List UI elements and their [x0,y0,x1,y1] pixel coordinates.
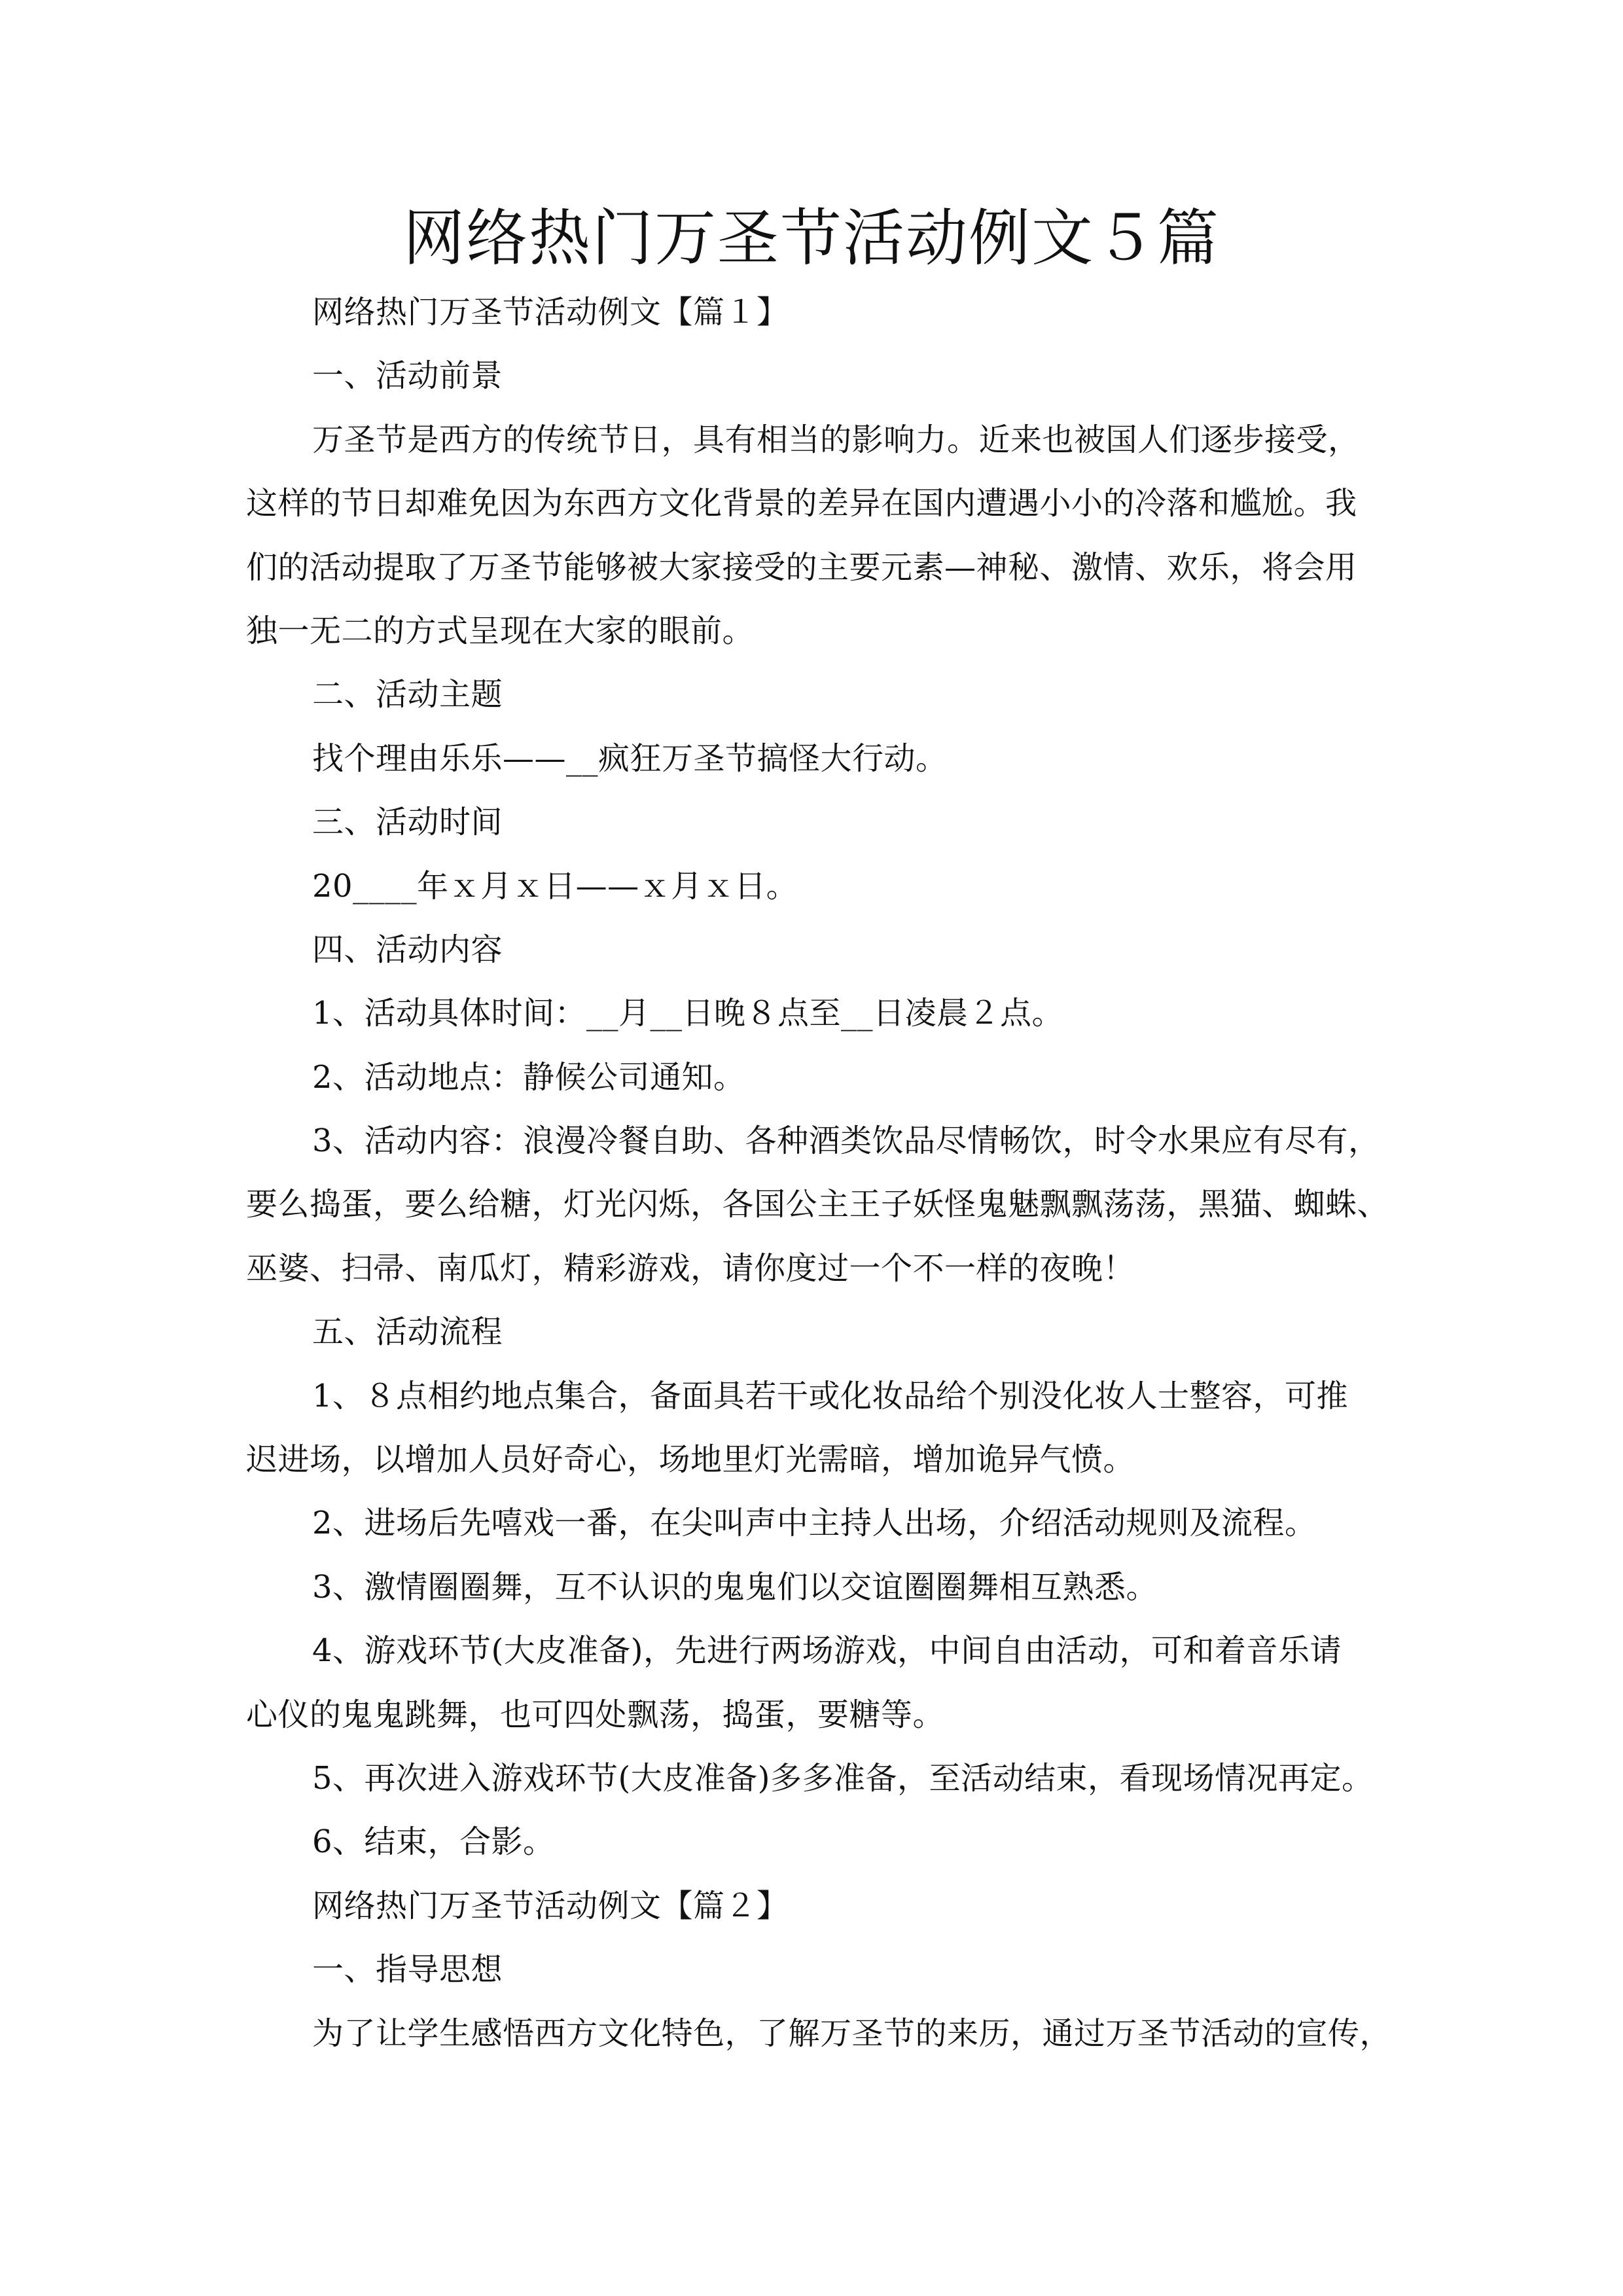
text-line: 迟进场，以增加人员好奇心，场地里灯光需暗，增加诡异气愤。 [246,1441,1135,1479]
text-line: 四、活动内容 [312,931,503,968]
paragraph [246,791,1398,854]
paragraph [246,1938,1398,2001]
text-line: 心仪的鬼鬼跳舞，也可四处飘荡，捣蛋，要糖等。 [246,1696,945,1733]
text-line: 五、活动流程 [312,1314,503,1351]
text-line: 2、进场后先嘻戏一番，在尖叫声中主持人出场，介绍活动规则及流程。 [312,1505,1317,1542]
paragraph [246,344,1398,408]
text-line: 一、活动前景 [312,357,503,395]
text-line: 为了让学生感悟西方文化特色，了解万圣节的来历，通过万圣节活动的宣传， [312,2015,1392,2052]
text-line: 网络热门万圣节活动例文【篇１】 [312,294,789,331]
paragraph [246,663,1398,726]
document-title: 网络热门万圣节活动例文５篇 [402,203,1220,274]
text-line: 二、活动主题 [312,676,503,713]
paragraph [246,1046,1398,1109]
text-line: 巫婆、扫帚、南瓜灯，精彩游戏，请你度过一个不一样的夜晚！ [246,1249,1135,1287]
paragraph [246,1556,1398,1619]
paragraph [246,1109,1398,1300]
paragraph [246,1365,1398,1492]
text-line: 4、游戏环节(大皮准备)，先进行两场游戏，中间自由活动，可和着音乐请 [312,1632,1342,1670]
text-line: 万圣节是西方的传统节日，具有相当的影响力。近来也被国人们逐步接受， [312,421,1360,458]
paragraph [246,1747,1398,1810]
text-line: 找个理由乐乐——__疯狂万圣节搞怪大行动。 [312,740,948,777]
text-line: 6、结束，合影。 [312,1823,555,1861]
text-line: 要么捣蛋，要么给糖，灯光闪烁，各国公主王子妖怪鬼魅飘飘荡荡，黑猫、蜘蛛、 [246,1186,1389,1223]
document-body [246,281,1398,2066]
text-line: 一、指导思想 [312,1951,503,1988]
text-line: 网络热门万圣节活动例文【篇２】 [312,1887,789,1924]
text-line: 1、活动具体时间：__月__日晚８点至__日凌晨２点。 [312,995,1064,1032]
paragraph [246,2002,1398,2066]
paragraph [246,1300,1398,1364]
text-line: 20____年ｘ月ｘ日——ｘ月ｘ日。 [312,867,798,905]
paragraph [246,1810,1398,1874]
text-line: 5、再次进入游戏环节(大皮准备)多多准备，至活动结束，看现场情况再定。 [312,1759,1374,1797]
paragraph [246,918,1398,982]
paragraph [246,408,1398,664]
text-line: 独一无二的方式呈现在大家的眼前。 [246,612,755,649]
text-line: 2、活动地点：静候公司通知。 [312,1058,745,1096]
text-line: 们的活动提取了万圣节能够被大家接受的主要元素—神秘、激情、欢乐，将会用 [246,548,1357,586]
text-line: 1、８点相约地点集合，备面具若干或化妆品给个别没化妆人士整容，可推 [312,1377,1349,1414]
paragraph [246,1492,1398,1555]
paragraph [246,727,1398,791]
paragraph [246,1619,1398,1747]
paragraph [246,1874,1398,1938]
text-line: 3、激情圈圈舞，互不认识的鬼鬼们以交谊圈圈舞相互熟悉。 [312,1568,1158,1605]
paragraph [246,982,1398,1045]
text-line: 这样的节日却难免因为东西方文化背景的差异在国内遭遇小小的冷落和尴尬。我 [246,485,1357,522]
paragraph [246,855,1398,918]
paragraph [246,281,1398,344]
text-line: 3、活动内容：浪漫冷餐自助、各种酒类饮品尽情畅饮，时令水果应有尽有， [312,1122,1380,1160]
text-line: 三、活动时间 [312,804,503,841]
